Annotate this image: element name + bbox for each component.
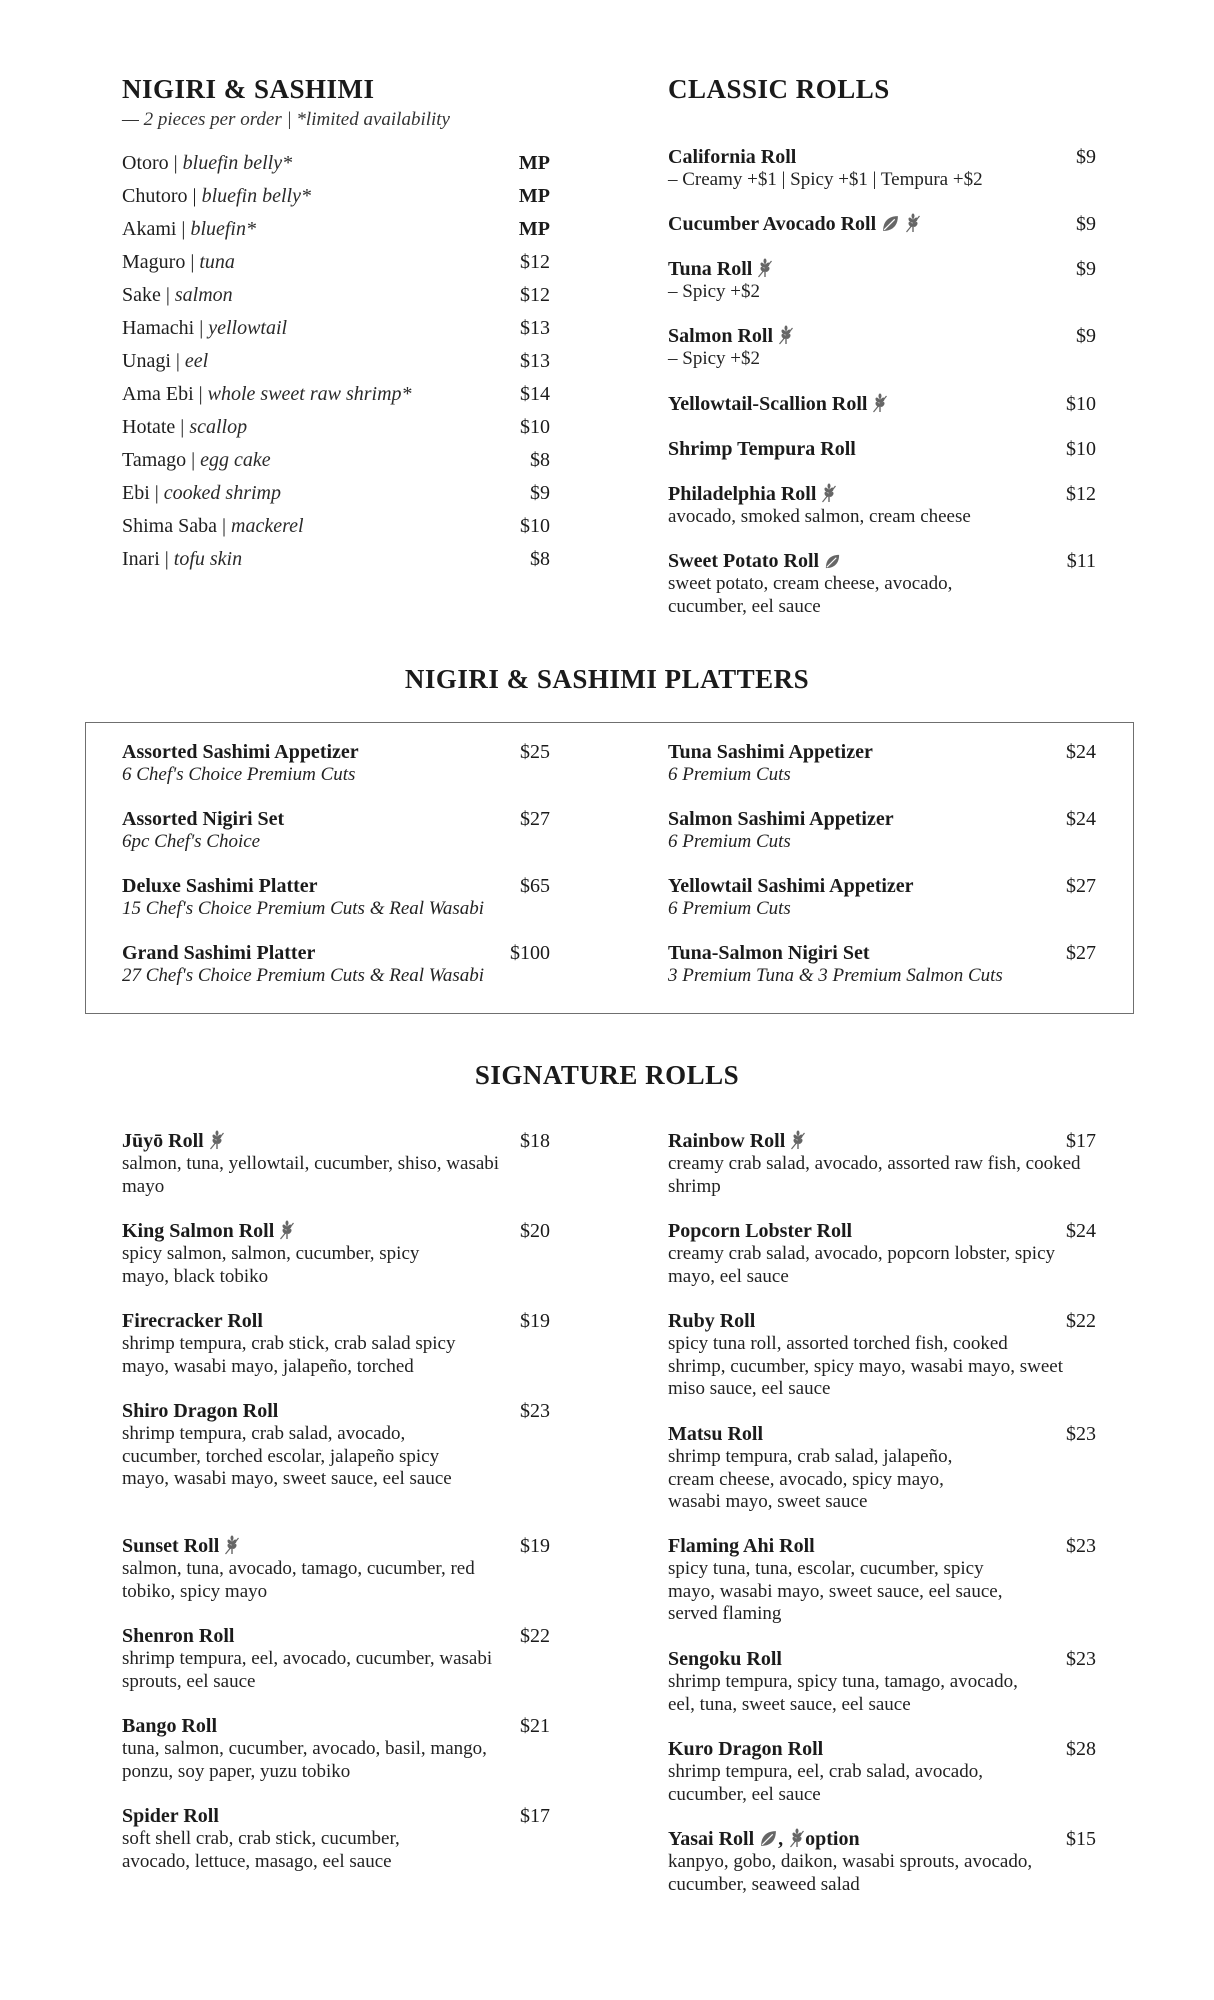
- list-item: Ama Ebi | whole sweet raw shrimp* $14: [122, 383, 550, 405]
- list-item: Popcorn Lobster Roll $24 creamy crab salad, avocado, popcorn lobster, spicy mayo, eel sauce: [668, 1220, 1096, 1287]
- list-item: Tuna-Salmon Nigiri Set $27 3 Premium Tuna & 3 Premium Salmon Cuts: [668, 942, 1096, 986]
- list-item: Flaming Ahi Roll $23 spicy tuna, tuna, escolar, cucumber, spicy mayo, wasabi mayo, sweet sauce, eel sauce, served flaming: [668, 1535, 1096, 1624]
- list-item: Sengoku Roll $23 shrimp tempura, spicy tuna, tamago, avocado, eel, tuna, sweet sauce, eel sauce: [668, 1648, 1096, 1715]
- list-item: Salmon Sashimi Appetizer $24 6 Premium Cuts: [668, 808, 1096, 852]
- wheat-icon: [209, 1130, 225, 1150]
- nigiri-section-title: NIGIRI & SASHIMI: [122, 74, 375, 104]
- list-item: Chutoro | bluefin belly* MP: [122, 185, 550, 207]
- list-item: Maguro | tuna $12: [122, 251, 550, 273]
- list-item: Spider Roll $17 soft shell crab, crab stick, cucumber, avocado, lettuce, masago, eel sauce: [122, 1805, 550, 1872]
- wheat-icon: [757, 258, 773, 278]
- list-item: Cucumber Avocado Roll $9: [668, 213, 1096, 235]
- wheat-icon: [821, 483, 837, 503]
- list-item: Tuna Roll $9 – Spicy +$2: [668, 258, 1096, 302]
- list-item: Sweet Potato Roll $11 sweet potato, cream cheese, avocado, cucumber, eel sauce: [668, 550, 1096, 617]
- list-item: Shenron Roll $22 shrimp tempura, eel, avocado, cucumber, wasabi sprouts, eel sauce: [122, 1625, 550, 1692]
- wheat-icon: [872, 393, 888, 413]
- wheat-icon: [790, 1130, 806, 1150]
- list-item: Shiro Dragon Roll $23 shrimp tempura, crab salad, avocado, cucumber, torched escolar, jalapeño spicy mayo, wasabi mayo, sweet sauce, eel sauce: [122, 1400, 550, 1489]
- leaf-icon: [881, 214, 900, 233]
- list-item: Bango Roll $21 tuna, salmon, cucumber, avocado, basil, mango, ponzu, soy paper, yuzu tobiko: [122, 1715, 550, 1782]
- list-item: Assorted Nigiri Set $27 6pc Chef's Choice: [122, 808, 550, 852]
- wheat-icon: [778, 325, 794, 345]
- nigiri-subtitle: — 2 pieces per order | *limited availability: [122, 109, 450, 130]
- list-item: Yasai Roll , option $15 kanpyo, gobo, daikon, wasabi sprouts, avocado, cucumber, seaweed salad: [668, 1828, 1096, 1895]
- leaf-icon: [824, 553, 841, 570]
- list-item: Deluxe Sashimi Platter $65 15 Chef's Choice Premium Cuts & Real Wasabi: [122, 875, 550, 919]
- list-item: Ebi | cooked shrimp $9: [122, 482, 550, 504]
- signature-rolls-title: SIGNATURE ROLLS: [474, 1060, 740, 1090]
- platters-title: NIGIRI & SASHIMI PLATTERS: [404, 664, 810, 694]
- list-item: Sunset Roll $19 salmon, tuna, avocado, tamago, cucumber, red tobiko, spicy mayo: [122, 1535, 550, 1602]
- list-item: Philadelphia Roll $12 avocado, smoked salmon, cream cheese: [668, 483, 1096, 527]
- list-item: Yellowtail Sashimi Appetizer $27 6 Premium Cuts: [668, 875, 1096, 919]
- list-item: Otoro | bluefin belly* MP: [122, 152, 550, 174]
- classic-rolls-title: CLASSIC ROLLS: [668, 74, 890, 104]
- list-item: Kuro Dragon Roll $28 shrimp tempura, eel, crab salad, avocado, cucumber, eel sauce: [668, 1738, 1096, 1805]
- list-item: Grand Sashimi Platter $100 27 Chef's Choice Premium Cuts & Real Wasabi: [122, 942, 550, 986]
- list-item: Akami | bluefin* MP: [122, 218, 550, 240]
- wheat-icon: [279, 1220, 295, 1240]
- list-item: Firecracker Roll $19 shrimp tempura, crab stick, crab salad spicy mayo, wasabi mayo, jalapeño, torched: [122, 1310, 550, 1377]
- list-item: Hotate | scallop $10: [122, 416, 550, 438]
- list-item: Inari | tofu skin $8: [122, 548, 550, 570]
- list-item: Unagi | eel $13: [122, 350, 550, 372]
- list-item: Assorted Sashimi Appetizer $25 6 Chef's Choice Premium Cuts: [122, 741, 550, 785]
- list-item: Yellowtail-Scallion Roll $10: [668, 393, 1096, 415]
- list-item: Sake | salmon $12: [122, 284, 550, 306]
- list-item: Shrimp Tempura Roll $10: [668, 438, 1096, 460]
- list-item: Tamago | egg cake $8: [122, 449, 550, 471]
- list-item: Hamachi | yellowtail $13: [122, 317, 550, 339]
- list-item: Tuna Sashimi Appetizer $24 6 Premium Cuts: [668, 741, 1096, 785]
- leaf-icon: [759, 1829, 778, 1848]
- wheat-icon: [905, 213, 921, 233]
- list-item: Salmon Roll $9 – Spicy +$2: [668, 325, 1096, 369]
- list-item: Rainbow Roll $17 creamy crab salad, avocado, assorted raw fish, cooked shrimp: [668, 1130, 1096, 1197]
- wheat-icon: [224, 1535, 240, 1555]
- list-item: California Roll $9 – Creamy +$1 | Spicy +$1 | Tempura +$2: [668, 146, 1096, 190]
- list-item: Matsu Roll $23 shrimp tempura, crab salad, jalapeño, cream cheese, avocado, spicy mayo, wasabi mayo, sweet sauce: [668, 1423, 1096, 1512]
- list-item: Jūyō Roll $18 salmon, tuna, yellowtail, cucumber, shiso, wasabi mayo: [122, 1130, 550, 1197]
- list-item: Shima Saba | mackerel $10: [122, 515, 550, 537]
- wheat-icon: [789, 1828, 805, 1848]
- list-item: Ruby Roll $22 spicy tuna roll, assorted torched fish, cooked shrimp, cucumber, spicy mayo, wasabi mayo, sweet miso sauce, eel sauce: [668, 1310, 1096, 1399]
- list-item: King Salmon Roll $20 spicy salmon, salmon, cucumber, spicy mayo, black tobiko: [122, 1220, 550, 1287]
